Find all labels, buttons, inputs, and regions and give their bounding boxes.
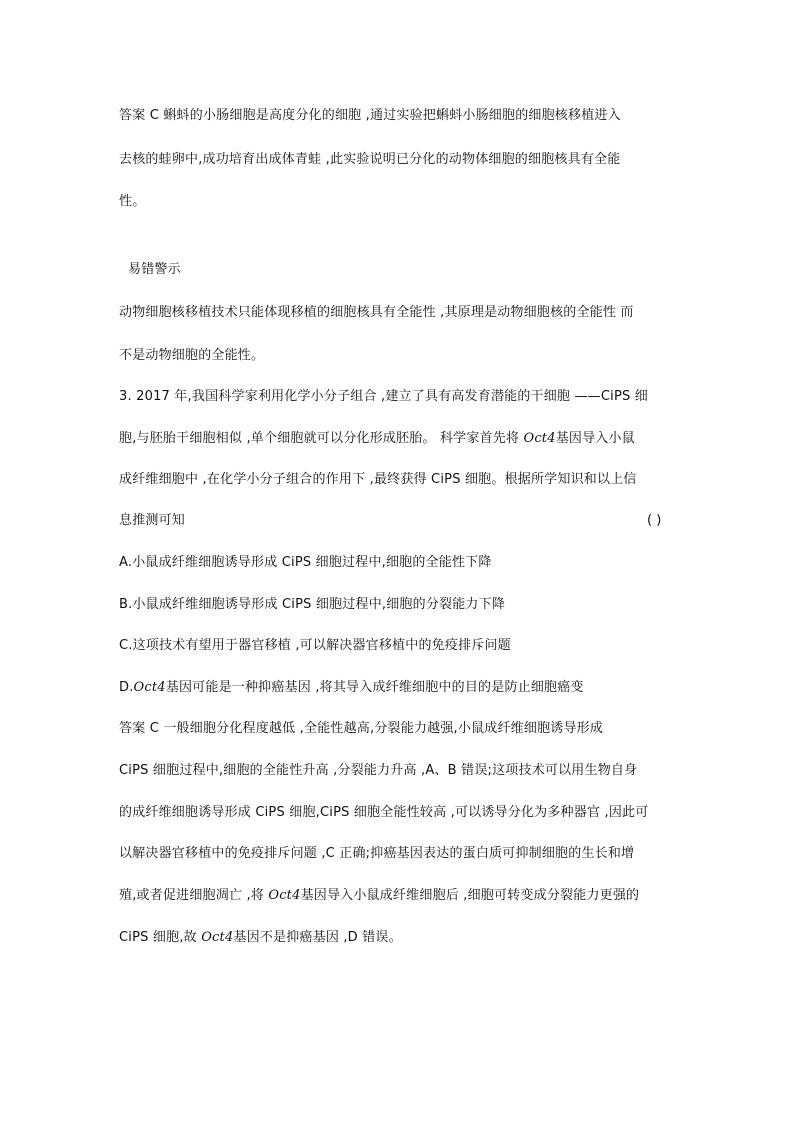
answer-2-line-6-head: CiPS 细胞,故 bbox=[119, 930, 202, 945]
question-line-2 bbox=[119, 430, 635, 448]
option-c: C.这项技术有望用于器官移植 ,可以解决器官移植中的免疫排斥问题 bbox=[119, 638, 511, 653]
answer-2-line-6-tail: 基因不是抑癌基因 ,D 错误。 bbox=[233, 930, 402, 945]
answer-2-line-4: 以解决器官移植中的免疫排斥问题 ,C 正确;抑癌基因表达的蛋白质可抑制细胞的生长和增 bbox=[119, 846, 635, 861]
answer-2-line-5-tail: 基因导入小鼠成纤维细胞后 ,细胞可转变成分裂能力更强的 bbox=[300, 888, 640, 903]
answer-1-line-3: 性。 bbox=[119, 194, 146, 209]
option-d-text: 基因可能是一种抑癌基因 ,将其导入成纤维细胞中的目的是防止细胞癌变 bbox=[165, 680, 584, 695]
answer-2-line-5 bbox=[119, 887, 639, 905]
question-line-1: 3. 2017 年,我国科学家利用化学小分子组合 ,建立了具有高发育潜能的干细胞 ——CiPS 细 bbox=[119, 389, 648, 404]
question-line-2-tail: 基因导入小鼠 bbox=[555, 431, 635, 446]
option-b: B.小鼠成纤维细胞诱导形成 CiPS 细胞过程中,细胞的分裂能力下降 bbox=[119, 597, 506, 612]
warning-line-1: 动物细胞核移植技术只能体现移植的细胞核具有全能性 ,其原理是动物细胞核的全能性 而 bbox=[119, 305, 634, 320]
gene-name-oct4: Oct4 bbox=[523, 431, 556, 446]
warning-line-2: 不是动物细胞的全能性。 bbox=[119, 348, 265, 363]
option-a: A.小鼠成纤维细胞诱导形成 CiPS 细胞过程中,细胞的全能性下降 bbox=[119, 555, 492, 570]
answer-2-line-2: CiPS 细胞过程中,细胞的全能性升高 ,分裂能力升高 ,A、B 错误;这项技术可以用生物自身 bbox=[119, 763, 638, 778]
question-line-4: 息推测可知 bbox=[119, 513, 186, 528]
gene-name-oct4: Oct4 bbox=[201, 930, 234, 945]
answer-2-line-6 bbox=[119, 929, 402, 947]
question-line-3: 成纤维细胞中 ,在化学小分子组合的作用下 ,最终获得 CiPS 细胞。根据所学知识和以上信 bbox=[119, 472, 637, 487]
option-d-label: D. bbox=[119, 680, 134, 695]
answer-2-line-3: 的成纤维细胞诱导形成 CiPS 细胞,CiPS 细胞全能性较高 ,可以诱导分化为多种器官 ,因此可 bbox=[119, 805, 649, 820]
gene-name-oct4: Oct4 bbox=[133, 680, 166, 695]
answer-1-line-2: 去核的蛙卵中,成功培育出成体青蛙 ,此实验说明已分化的动物体细胞的细胞核具有全能 bbox=[119, 152, 621, 167]
gene-name-oct4: Oct4 bbox=[268, 888, 301, 903]
option-d bbox=[119, 679, 584, 697]
answer-2-line-1: 答案 C 一般细胞分化程度越低 ,全能性越高,分裂能力越强,小鼠成纤维细胞诱导形成 bbox=[119, 721, 604, 736]
question-line-2-text: 胞,与胚胎干细胞相似 ,单个细胞就可以分化形成胚胎。 科学家首先将 bbox=[119, 431, 524, 446]
answer-1-line-1: 答案 C 蝌蚪的小肠细胞是高度分化的细胞 ,通过实验把蝌蚪小肠细胞的细胞核移植进入 bbox=[119, 108, 621, 123]
answer-2-line-5-head: 殖,或者促进细胞凋亡 ,将 bbox=[119, 888, 269, 903]
answer-parentheses: ( ) bbox=[647, 513, 662, 528]
warning-heading: 易错警示 bbox=[128, 262, 181, 277]
